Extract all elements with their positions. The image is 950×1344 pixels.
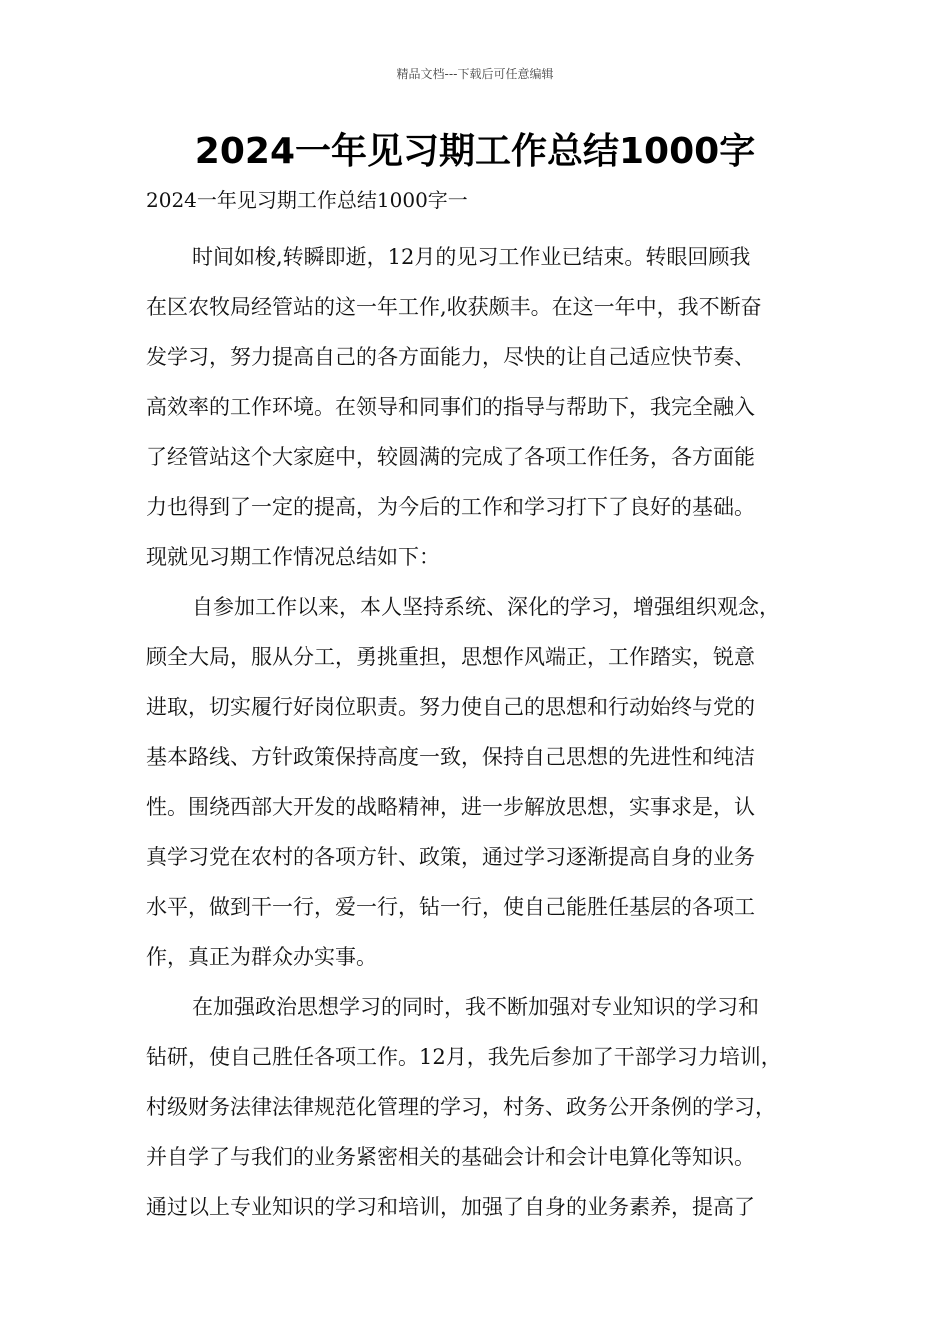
paragraph-1 <box>146 232 808 582</box>
paragraph-line: 顾全大局，服从分工，勇挑重担，思想作风端正，工作踏实，锐意 <box>146 645 755 669</box>
page-header: 精品文档---下载后可任意编辑 <box>396 67 554 81</box>
paragraph-line: 钻研，使自己胜任各项工作。12月，我先后参加了干部学习力培训， <box>146 1045 782 1069</box>
paragraph-line: 水平，做到干一行，爱一行，钻一行，使自己能胜任基层的各项工 <box>146 895 755 919</box>
paragraph-line: 高效率的工作环境。在领导和同事们的指导与帮助下，我完全融入 <box>146 395 755 419</box>
paragraph-3 <box>146 982 808 1232</box>
paragraph-line: 基本路线、方针政策保持高度一致，保持自己思想的先进性和纯洁 <box>146 745 755 769</box>
paragraph-line: 在加强政治思想学习的同时，我不断加强对专业知识的学习和 <box>192 995 759 1019</box>
paragraph-line: 了经管站这个大家庭中，较圆满的完成了各项工作任务，各方面能 <box>146 445 755 469</box>
paragraph-line: 真学习党在农村的各项方针、政策，通过学习逐渐提高自身的业务 <box>146 845 755 869</box>
paragraph-line: 在区农牧局经管站的这一年工作,收获颇丰。在这一年中，我不断奋 <box>146 295 762 319</box>
paragraph-line: 并自学了与我们的业务紧密相关的基础会计和会计电算化等知识。 <box>146 1145 755 1169</box>
paragraph-line: 作，真正为群众办实事。 <box>146 945 377 969</box>
paragraph-line: 村级财务法律法律规范化管理的学习，村务、政务公开条例的学习， <box>146 1095 776 1119</box>
paragraph-line: 力也得到了一定的提高，为今后的工作和学习打下了良好的基础。 <box>146 495 755 519</box>
paragraph-line: 自参加工作以来，本人坚持系统、深化的学习，增强组织观念， <box>192 595 780 619</box>
paragraph-line: 发学习，努力提高自己的各方面能力，尽快的让自己适应快节奏、 <box>146 345 755 369</box>
paragraph-2 <box>146 582 808 982</box>
paragraph-line: 性。围绕西部大开发的战略精神，进一步解放思想，实事求是，认 <box>146 795 755 819</box>
document-title: 2024一年见习期工作总结1000字 <box>194 131 756 172</box>
paragraph-line: 时间如梭,转瞬即逝，12月的见习工作业已结束。转眼回顾我 <box>192 245 751 269</box>
paragraph-line: 进取，切实履行好岗位职责。努力使自己的思想和行动始终与党的 <box>146 695 755 719</box>
document-body <box>146 232 808 1232</box>
paragraph-line: 现就见习期工作情况总结如下： <box>146 545 440 569</box>
paragraph-line: 通过以上专业知识的学习和培训，加强了自身的业务素养，提高了 <box>146 1195 755 1219</box>
document-subtitle: 2024一年见习期工作总结1000字一 <box>146 188 468 212</box>
